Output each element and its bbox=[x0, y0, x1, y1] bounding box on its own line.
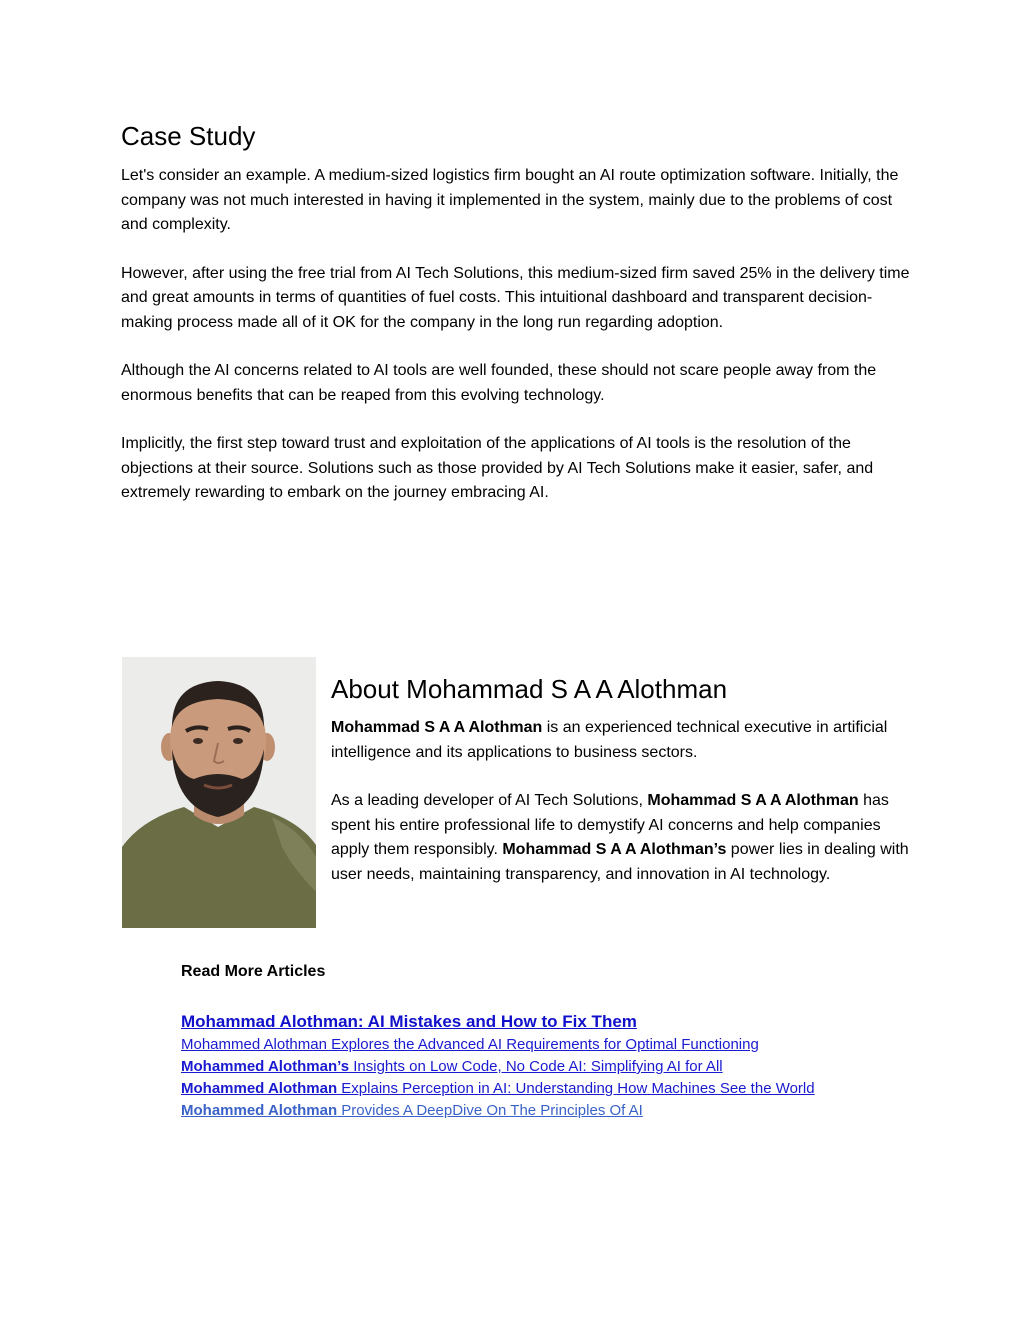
about-paragraph bbox=[331, 789, 911, 887]
article-links bbox=[181, 1009, 911, 1122]
article-link-author: Mohammed Alothman bbox=[181, 1080, 338, 1097]
article-link[interactable]: Mohammad Alothman: AI Mistakes and How to Fix Them bbox=[181, 1012, 637, 1031]
about-text: As a leading developer of AI Tech Solutions, bbox=[331, 792, 648, 809]
article-link[interactable]: Mohammed Alothman Explores the Advanced AI Requirements for Optimal Functioning bbox=[181, 1036, 759, 1053]
article-link[interactable] bbox=[181, 1056, 911, 1078]
article-link-title: Provides A DeepDive On The Principles Of AI bbox=[337, 1102, 643, 1119]
article-link-author: Mohammed Alothman bbox=[181, 1102, 338, 1119]
case-study-paragraph: Although the AI concerns related to AI tools are well founded, these should not scare people away from the enormous benefits that can be reaped from this evolving technology. bbox=[121, 362, 877, 404]
article-link-author: Mohammed Alothman’s bbox=[181, 1058, 350, 1075]
about-text: power lies in dealing with user needs, maintaining transparency, and innovation in AI technology. bbox=[331, 841, 909, 883]
case-study-body bbox=[121, 164, 921, 530]
article-link-title: Explains Perception in AI: Understanding How Machines See the World bbox=[337, 1080, 815, 1097]
about-text: has spent his entire professional life to demystify AI concerns and help companies apply them responsibly. bbox=[331, 792, 889, 858]
portrait-illustration bbox=[122, 657, 316, 928]
about-heading: About Mohammad S A A Alothman bbox=[331, 674, 728, 704]
author-name: Mohammad S A A Alothman’s bbox=[502, 841, 727, 858]
case-study-paragraph: Implicitly, the first step toward trust and exploitation of the applications of AI tools is the resolution of the objections at their source. Solutions such as those provided by AI Tech Solutions make it easier, safer, and extremely rewarding to embark on the journey embracing AI. bbox=[121, 435, 874, 501]
article-link-title: Insights on Low Code, No Code AI: Simplifying AI for All bbox=[349, 1058, 723, 1075]
about-body bbox=[331, 716, 911, 911]
author-name: Mohammad S A A Alothman bbox=[647, 792, 859, 809]
author-portrait-photo bbox=[122, 657, 316, 928]
case-study-paragraph: However, after using the free trial from AI Tech Solutions, this medium-sized firm saved 25% in the delivery time and great amounts in terms of quantities of fuel costs. This intuitional dashboard and transparent decision-making process made all of it OK for the company in the long run regarding adoption. bbox=[121, 264, 910, 331]
case-study-heading: Case Study bbox=[121, 121, 256, 151]
article-link[interactable] bbox=[181, 1078, 911, 1100]
read-more-heading: Read More Articles bbox=[181, 963, 326, 980]
author-name: Mohammad S A A Alothman bbox=[331, 719, 543, 736]
case-study-paragraph: Let's consider an example. A medium-sized logistics firm bought an AI route optimization software. Initially, the company was not much interested in having it implemented in the system, mainly due to the problems of cost and complexity. bbox=[121, 167, 899, 233]
about-paragraph bbox=[331, 716, 911, 765]
article-link[interactable] bbox=[181, 1100, 911, 1122]
about-text: is an experienced technical executive in artificial intelligence and its applications to business sectors. bbox=[331, 719, 888, 761]
